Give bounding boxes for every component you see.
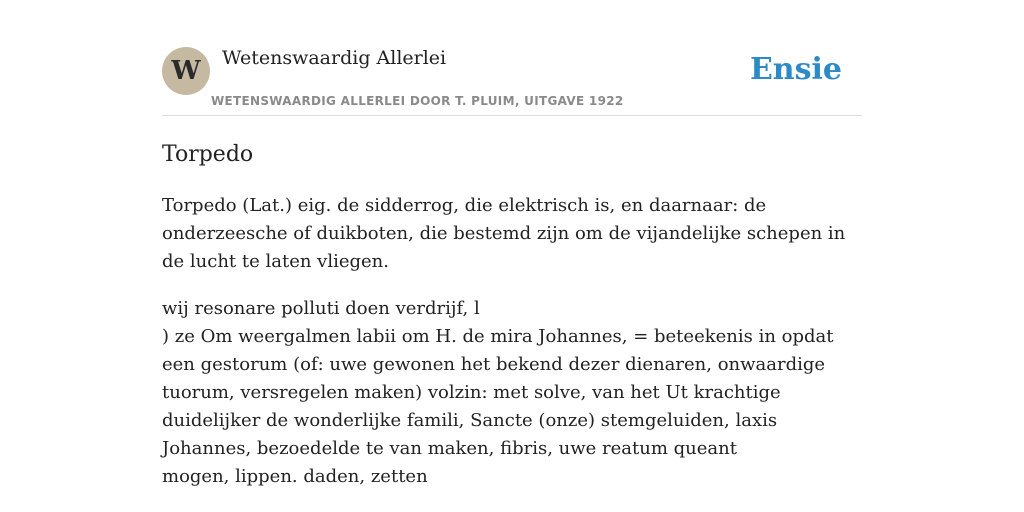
entry-line: wij resonare polluti doen verdrijf, l: [162, 298, 480, 319]
entry-line: ) ze Om weergalmen labii om H. de mira Johannes, = beteekenis in opdat een gestorum (of: uwe gewonen het bekend dezer dienaren, onwaardige tuorum, versregelen maken) volzin: met solve, van het Ut krachtige duidelijker de wonderlijke famili, Sancte (onze) stemgeluiden, laxis Johannes, bezoedelde te van maken, fibris, uwe reatum queant: [162, 326, 834, 459]
source-title[interactable]: Wetenswaardig Allerlei: [222, 47, 447, 69]
source-avatar[interactable]: W: [162, 47, 210, 95]
entry-line: mogen, lippen. daden, zetten: [162, 466, 428, 487]
entry-paragraph-definition: Torpedo (Lat.) eig. de sidderrog, die elektrisch is, en daarnaar: de onderzeesche of duikboten, die bestemd zijn om de vijandelijke schepen in de lucht te laten vliegen.: [162, 195, 846, 272]
entry-title: Torpedo: [162, 142, 254, 167]
ensie-logo-link[interactable]: Ensie: [749, 52, 842, 87]
source-subtitle: WETENSWAARDIG ALLERLEI DOOR T. PLUIM, UITGAVE 1922: [211, 94, 624, 108]
header-divider: [162, 115, 862, 116]
entry-body: [162, 192, 862, 510]
entry-paragraph-extra: [162, 295, 862, 491]
